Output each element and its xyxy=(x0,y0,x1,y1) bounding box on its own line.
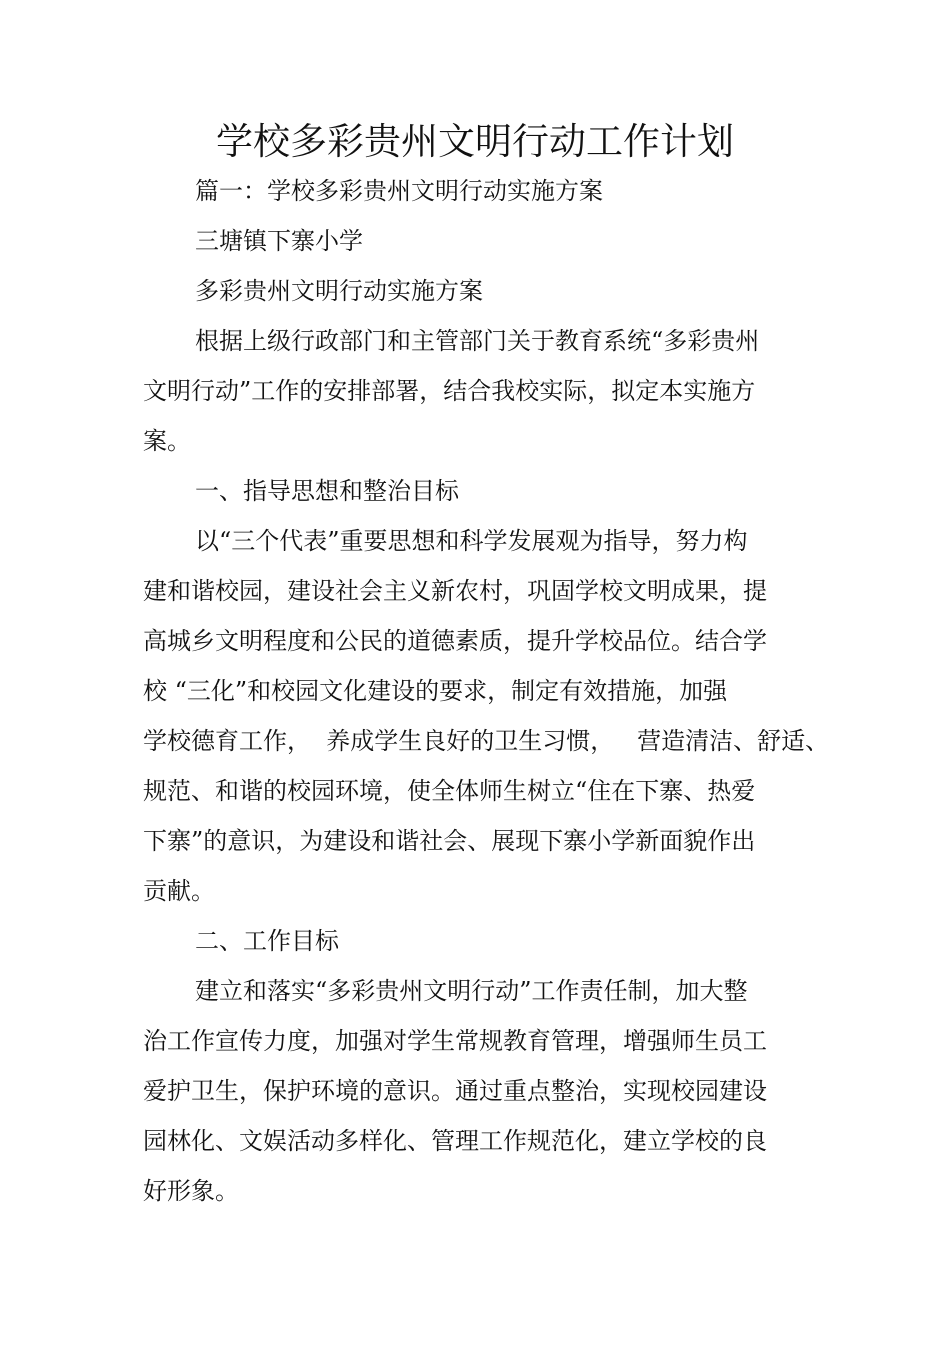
paragraph-line: 贡献。 xyxy=(143,877,215,905)
paragraph-line: 规范、和谐的校园环境，使全体师生树立“住在下寨、热爱 xyxy=(143,777,756,805)
paragraph-line: 案。 xyxy=(143,427,191,455)
section-heading-line: 篇一：学校多彩贵州文明行动实施方案 xyxy=(195,177,603,205)
section-heading-line: 二、工作目标 xyxy=(195,927,339,955)
paragraph-line: 校 “三化”和校园文化建设的要求，制定有效措施，加强 xyxy=(143,677,728,705)
paragraph-line: 建和谐校园，建设社会主义新农村，巩固学校文明成果，提 xyxy=(143,577,767,605)
paragraph-line: 下寨”的意识，为建设和谐社会、展现下寨小学新面貌作出 xyxy=(143,827,756,855)
paragraph-line: 爱护卫生，保护环境的意识。通过重点整治，实现校园建设 xyxy=(143,1077,767,1105)
paragraph-line: 治工作宣传力度，加强对学生常规教育管理，增强师生员工 xyxy=(143,1027,767,1055)
document-title: 学校多彩贵州文明行动工作计划 xyxy=(216,120,734,163)
paragraph-line: 文明行动”工作的安排部署，结合我校实际，拟定本实施方 xyxy=(143,377,756,405)
school-name-line: 三塘镇下寨小学 xyxy=(195,227,363,255)
paragraph-line: 好形象。 xyxy=(143,1177,239,1205)
paragraph-line: 建立和落实“多彩贵州文明行动”工作责任制，加大整 xyxy=(195,977,748,1005)
paragraph-line: 根据上级行政部门和主管部门关于教育系统“多彩贵州 xyxy=(195,327,760,355)
plan-title-line: 多彩贵州文明行动实施方案 xyxy=(195,277,483,305)
paragraph-line: 以“三个代表”重要思想和科学发展观为指导，努力构 xyxy=(195,527,748,555)
paragraph-line: 高城乡文明程度和公民的道德素质，提升学校品位。结合学 xyxy=(143,627,767,655)
paragraph-line: 学校德育工作， 养成学生良好的卫生习惯， 营造清洁、舒适、 xyxy=(143,727,830,755)
paragraph-line: 园林化、文娱活动多样化、管理工作规范化，建立学校的良 xyxy=(143,1127,767,1155)
section-heading-line: 一、指导思想和整治目标 xyxy=(195,477,459,505)
